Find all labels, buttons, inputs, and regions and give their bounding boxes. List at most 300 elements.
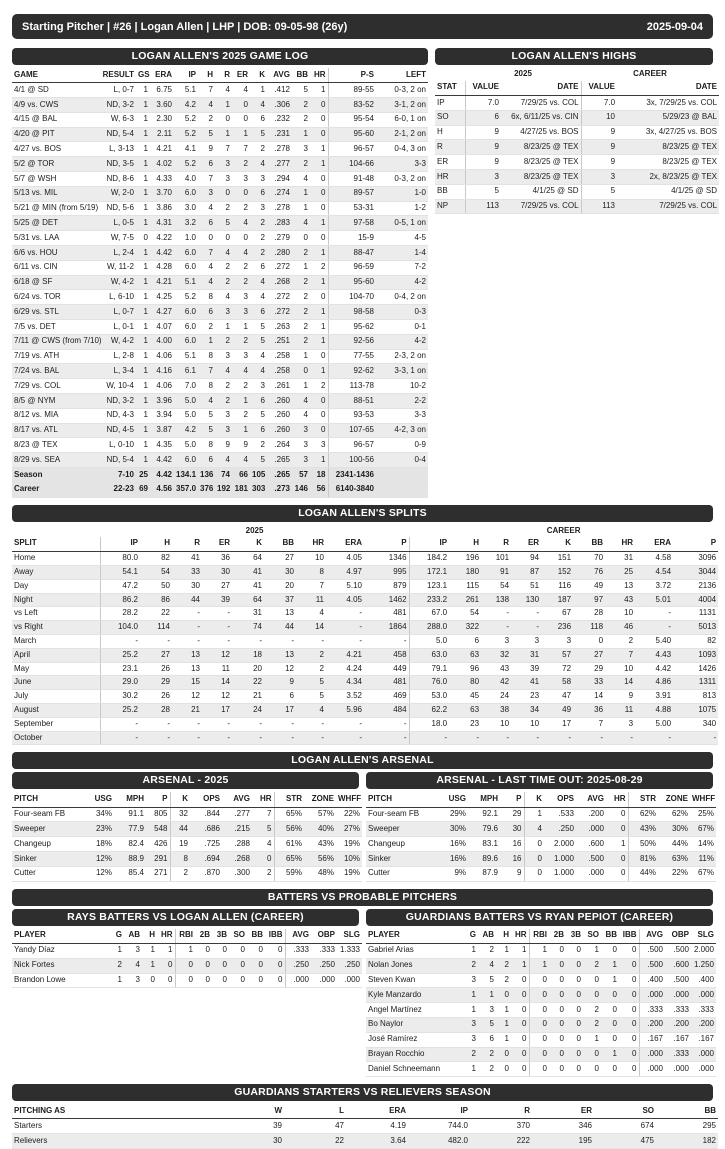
stat-cell: 475	[594, 1134, 656, 1149]
stat-cell: 0	[619, 1003, 639, 1018]
column-header: OPS	[544, 792, 576, 807]
stat-cell: 4/1/25 @ SD	[501, 184, 581, 199]
stat-cell: 0	[232, 231, 250, 246]
stat-cell: 81%	[628, 852, 658, 867]
stat-cell: 196	[449, 552, 481, 566]
stat-cell: 1	[136, 172, 150, 187]
stat-cell: 2	[215, 275, 232, 290]
stat-cell: 9	[581, 125, 617, 140]
stat-cell: .294	[267, 172, 292, 187]
stat-cell: 86.2	[100, 593, 140, 607]
stat-cell: 4.42	[150, 246, 174, 261]
table-row	[12, 231, 428, 246]
gamelog-table	[12, 68, 428, 498]
stat-cell: 22-23	[90, 482, 136, 497]
stat-cell: .250	[311, 958, 337, 973]
stat-cell: 0	[310, 290, 328, 305]
stat-cell: 15	[172, 676, 202, 690]
table-row	[366, 1047, 716, 1062]
stat-cell: 6140-3840	[328, 482, 376, 497]
stat-cell: 1	[462, 943, 478, 958]
column-header: 2B	[195, 929, 212, 944]
stat-cell: 0	[566, 988, 583, 1003]
row-label-cell: July	[12, 690, 100, 704]
stat-cell: 25	[605, 566, 635, 580]
stat-cell: 0	[529, 1003, 549, 1018]
stat-cell: 0	[549, 973, 566, 988]
stat-cell: .167	[691, 1032, 716, 1047]
stat-cell: 5	[296, 690, 326, 704]
stat-cell: 3	[465, 170, 501, 185]
highs-group-header-row	[435, 68, 719, 81]
stat-cell: 2	[292, 275, 310, 290]
stat-cell: 62%	[628, 807, 658, 822]
splits-section	[12, 505, 717, 746]
stat-cell: 67%	[690, 866, 716, 881]
stat-cell: 1	[136, 112, 150, 127]
stat-cell: 77-55	[328, 349, 376, 364]
stat-cell: L, 0-7	[90, 83, 136, 98]
stat-cell: -	[172, 607, 202, 621]
stat-cell: 95-60	[328, 275, 376, 290]
stat-cell: 7/29/25 vs. COL	[501, 199, 581, 214]
stat-cell: 27%	[336, 822, 362, 837]
stat-cell: 5.00	[635, 717, 673, 731]
stat-cell: 7/29/25 vs. COL	[501, 96, 581, 111]
stat-cell: 2-3, 2 on	[376, 349, 428, 364]
table-row	[366, 852, 716, 867]
stat-cell: 2	[198, 112, 215, 127]
stat-cell: 30	[264, 566, 296, 580]
stat-cell: 261	[449, 593, 481, 607]
row-label-cell: Gabriel Arias	[366, 943, 462, 958]
column-header: IP	[100, 537, 140, 551]
stat-cell: 4.21	[326, 648, 364, 662]
stat-cell: 1	[292, 260, 310, 275]
stat-cell: 6	[250, 186, 267, 201]
stat-cell: 0	[601, 943, 619, 958]
column-header-row	[366, 929, 716, 944]
stat-cell: 449	[364, 662, 409, 676]
stat-cell: 3	[232, 290, 250, 305]
stat-cell: 29.0	[100, 676, 140, 690]
stat-cell: 3	[581, 170, 617, 185]
stat-cell: .272	[267, 305, 292, 320]
column-header-row	[12, 792, 362, 807]
stat-cell: 57	[541, 648, 573, 662]
stat-cell: .000	[665, 1062, 691, 1077]
stat-cell: 7.0	[465, 96, 501, 111]
stat-cell: 4	[250, 364, 267, 379]
stat-cell: 426	[146, 837, 170, 852]
stat-cell: 82.4	[114, 837, 146, 852]
stat-cell: 13	[264, 607, 296, 621]
stat-cell: 2	[292, 320, 310, 335]
stat-cell: 4.88	[635, 703, 673, 717]
stat-cell: 41	[232, 579, 264, 593]
row-label-cell: 6/24 vs. TOR	[12, 290, 90, 305]
stat-cell: 4004	[673, 593, 718, 607]
stat-cell: 1	[250, 83, 267, 98]
stat-cell: 0	[310, 98, 328, 113]
stat-cell: 0-4	[376, 453, 428, 468]
stat-cell: 1	[136, 142, 150, 157]
stat-cell: -	[511, 607, 541, 621]
stat-cell: 0	[198, 231, 215, 246]
stat-cell: 2	[250, 231, 267, 246]
stat-cell: .215	[222, 822, 252, 837]
stat-cell: 1	[496, 1017, 511, 1032]
stat-cell: -	[264, 717, 296, 731]
stat-cell: 2.11	[150, 127, 174, 142]
column-header: BB	[264, 537, 296, 551]
table-row	[12, 973, 362, 988]
stat-cell: 8	[198, 438, 215, 453]
stat-cell: 9	[581, 155, 617, 170]
stat-cell: 0	[265, 943, 285, 958]
stat-cell: 6	[478, 1032, 496, 1047]
stat-cell: 3	[292, 453, 310, 468]
stat-cell: 82	[673, 634, 718, 648]
stat-cell: 6	[465, 110, 501, 125]
stat-cell: 0	[511, 1003, 529, 1018]
column-header: SLG	[337, 929, 362, 944]
row-label-cell: H	[435, 125, 465, 140]
stat-cell: 67	[541, 607, 573, 621]
row-label-cell: Angel Martínez	[366, 1003, 462, 1018]
row-label-cell: 8/29 vs. SEA	[12, 453, 90, 468]
stat-cell: .268	[267, 275, 292, 290]
stat-cell: 65%	[274, 807, 304, 822]
stat-cell: 0	[247, 943, 265, 958]
column-header: HR	[296, 537, 326, 551]
row-label-cell: Sweeper	[12, 822, 84, 837]
stat-cell: 22	[284, 1134, 346, 1149]
stat-cell: 9	[232, 438, 250, 453]
stat-cell: ND, 8-6	[90, 172, 136, 187]
batters-section-bar: BATTERS VS PROBABLE PITCHERS	[12, 889, 713, 906]
row-label-cell: 5/21 @ MIN (from 5/19)	[12, 201, 90, 216]
column-header: H	[140, 537, 172, 551]
stat-cell: 10	[481, 717, 511, 731]
stat-cell: -	[140, 634, 172, 648]
stat-cell: 5.2	[174, 112, 198, 127]
stat-cell: 2.30	[150, 112, 174, 127]
stat-cell: -	[264, 731, 296, 745]
stat-cell: .333	[639, 1003, 665, 1018]
row-label-cell: vs Right	[12, 621, 100, 635]
stat-cell: 879	[364, 579, 409, 593]
table-row	[366, 866, 716, 881]
stat-cell: 25.2	[100, 648, 140, 662]
stat-cell: 4	[292, 172, 310, 187]
row-label-cell: 5/2 @ TOR	[12, 157, 90, 172]
stat-cell: 3	[215, 408, 232, 423]
stat-cell: 30	[500, 822, 524, 837]
stat-cell: 8/23/25 @ TEX	[617, 155, 719, 170]
column-header: VALUE	[465, 81, 501, 96]
stat-cell: 1	[136, 334, 150, 349]
stat-cell: 5.2	[174, 157, 198, 172]
stat-cell: 0	[511, 1032, 529, 1047]
stat-cell: 1	[136, 216, 150, 231]
table-row	[12, 127, 428, 142]
stat-cell: 7	[198, 364, 215, 379]
table-row	[12, 275, 428, 290]
guardians-batters-title-bar: GUARDIANS BATTERS VS RYAN PEPIOT (CAREER)	[366, 909, 713, 926]
stat-cell: 1.000	[544, 852, 576, 867]
stat-cell: 1	[310, 157, 328, 172]
stat-cell: .261	[267, 379, 292, 394]
stat-cell: W, 7-5	[90, 231, 136, 246]
stat-cell: 6	[198, 216, 215, 231]
splits-group-spacer	[12, 525, 100, 538]
stat-cell: 0	[310, 231, 328, 246]
stat-cell: 2	[462, 1047, 478, 1062]
stat-cell: ND, 3-5	[90, 157, 136, 172]
stat-cell: .400	[691, 973, 716, 988]
stat-cell: 43%	[628, 822, 658, 837]
stat-cell: 4.34	[326, 676, 364, 690]
stat-cell: 1	[215, 320, 232, 335]
stat-cell: 0	[232, 186, 250, 201]
stat-cell: 1	[142, 943, 157, 958]
stat-cell: 57	[292, 468, 310, 483]
stat-cell: 2	[292, 98, 310, 113]
stat-cell: .250	[285, 958, 311, 973]
stat-cell: L, 3-13	[90, 142, 136, 157]
stat-cell: 4.86	[635, 676, 673, 690]
column-header-row	[12, 68, 428, 83]
stat-cell: 0	[215, 231, 232, 246]
stat-cell: 98-58	[328, 305, 376, 320]
stat-cell: 10%	[336, 852, 362, 867]
stat-cell: .258	[267, 364, 292, 379]
table-row	[12, 408, 428, 423]
stat-cell: 1	[310, 275, 328, 290]
row-label-cell: August	[12, 703, 100, 717]
stat-cell: 31	[232, 607, 264, 621]
stat-cell: 5	[198, 423, 215, 438]
stat-cell: 1	[310, 453, 328, 468]
stat-cell: 77.9	[114, 822, 146, 837]
stat-cell: 995	[364, 566, 409, 580]
stat-cell: ND, 4-5	[90, 423, 136, 438]
stat-cell: 4.1	[174, 142, 198, 157]
table-row	[435, 184, 719, 199]
stat-cell: 92-62	[328, 364, 376, 379]
stat-cell: 6	[250, 394, 267, 409]
stat-cell: L, 0-7	[90, 305, 136, 320]
row-label-cell: Yandy Díaz	[12, 943, 108, 958]
stat-cell: -	[326, 621, 364, 635]
stat-cell: 64	[232, 552, 264, 566]
stat-cell: 104.0	[100, 621, 140, 635]
stat-cell: .260	[267, 423, 292, 438]
stat-cell: 44	[264, 621, 296, 635]
stat-cell: .000	[576, 822, 606, 837]
row-label-cell: April	[12, 648, 100, 662]
stat-cell: .278	[267, 201, 292, 216]
stat-cell: 481	[364, 607, 409, 621]
stat-cell: -	[172, 621, 202, 635]
table-row	[12, 731, 718, 745]
stat-cell: 322	[449, 621, 481, 635]
stat-cell: 113	[581, 199, 617, 214]
stat-cell: 20	[264, 579, 296, 593]
row-label-cell: Relievers	[12, 1134, 222, 1149]
stat-cell: 10	[581, 110, 617, 125]
stat-cell: 11	[202, 662, 232, 676]
column-header: PITCHING AS	[12, 1104, 222, 1119]
stat-cell: 1	[232, 394, 250, 409]
stat-cell: 236	[541, 621, 573, 635]
stat-cell: 0	[496, 988, 511, 1003]
column-header: VALUE	[581, 81, 617, 96]
table-row	[12, 634, 718, 648]
stat-cell: 1075	[673, 703, 718, 717]
stat-cell: 0	[601, 1017, 619, 1032]
stat-cell: 1	[496, 1003, 511, 1018]
stat-cell: 152	[541, 566, 573, 580]
stat-cell: -	[172, 731, 202, 745]
stat-cell: 2	[583, 1003, 601, 1018]
stat-cell: 4	[232, 453, 250, 468]
stat-cell: 6	[198, 305, 215, 320]
stat-cell: 184.2	[409, 552, 449, 566]
stat-cell: 1	[496, 1032, 511, 1047]
stat-cell: 113-78	[328, 379, 376, 394]
stat-cell: 0	[601, 1003, 619, 1018]
column-header: AB	[124, 929, 142, 944]
stat-cell: 138	[481, 593, 511, 607]
stat-cell: 34%	[84, 807, 114, 822]
stat-cell: -	[326, 731, 364, 745]
stat-cell: .500	[639, 958, 665, 973]
stat-cell: .283	[267, 216, 292, 231]
column-header: ZONE	[658, 792, 690, 807]
pitcher-info: Starting Pitcher | #26 | Logan Allen | LHP | DOB: 09-05-98 (26y)	[22, 20, 348, 33]
stat-cell: 0	[529, 1047, 549, 1062]
stat-cell: 44%	[628, 866, 658, 881]
row-label-cell: ER	[435, 155, 465, 170]
stat-cell: 2	[232, 408, 250, 423]
stat-cell: 4.22	[150, 231, 174, 246]
stat-cell: .279	[267, 231, 292, 246]
stat-cell: 3.60	[150, 98, 174, 113]
table-row	[12, 201, 428, 216]
stat-cell: 2	[478, 1062, 496, 1077]
pitching-title-bar: GUARDIANS STARTERS VS RELIEVERS SEASON	[12, 1084, 713, 1101]
column-header: IP	[408, 1104, 470, 1119]
stat-cell: 1	[136, 157, 150, 172]
stat-cell: 11%	[690, 852, 716, 867]
stat-cell: 8	[296, 566, 326, 580]
stat-cell: 10	[296, 552, 326, 566]
stat-cell: 96	[449, 662, 481, 676]
stat-cell: 28.2	[100, 607, 140, 621]
stat-cell: 2	[232, 157, 250, 172]
stat-cell: 0	[566, 973, 583, 988]
stat-cell: 0	[310, 172, 328, 187]
stat-cell: .333	[311, 943, 337, 958]
row-label-cell: 4/9 vs. CWS	[12, 98, 90, 113]
table-row	[366, 988, 716, 1003]
column-header: HR	[252, 792, 274, 807]
stat-cell: 0	[549, 1032, 566, 1047]
stat-cell: 3-3	[376, 157, 428, 172]
stat-cell: 91.1	[114, 807, 146, 822]
table-row	[435, 96, 719, 111]
table-row	[12, 364, 428, 379]
stat-cell: 1	[310, 216, 328, 231]
column-header: IP	[409, 537, 449, 551]
column-header: RESULT	[90, 68, 136, 83]
stat-cell: 9	[465, 125, 501, 140]
row-label-cell: 8/17 vs. ATL	[12, 423, 90, 438]
stat-cell: .000	[691, 1062, 716, 1077]
stat-cell: 6	[198, 453, 215, 468]
table-row	[12, 552, 718, 566]
stat-cell: 2	[215, 334, 232, 349]
stat-cell: W, 6-3	[90, 112, 136, 127]
stat-cell: 1	[136, 408, 150, 423]
stat-cell: 2	[292, 157, 310, 172]
column-header: LEFT	[376, 68, 428, 83]
stat-cell: 21	[232, 690, 264, 704]
stat-cell: 813	[673, 690, 718, 704]
table-row	[366, 807, 716, 822]
stat-cell: 2	[583, 1017, 601, 1032]
row-label-cell: Brayan Rocchio	[366, 1047, 462, 1062]
arsenal-last-time-out-title-bar: ARSENAL - LAST TIME OUT: 2025-08-29	[366, 772, 713, 789]
stat-cell: 4	[292, 394, 310, 409]
stat-cell: .264	[267, 438, 292, 453]
stat-cell: 25%	[690, 807, 716, 822]
stat-cell: 4	[198, 260, 215, 275]
stat-cell: 2	[292, 112, 310, 127]
stat-cell: 12	[264, 662, 296, 676]
stat-cell: 0	[529, 988, 549, 1003]
stat-cell: 56%	[274, 822, 304, 837]
stat-cell: L, 6-10	[90, 290, 136, 305]
stat-cell: -	[635, 731, 673, 745]
stat-cell: 0	[310, 349, 328, 364]
stat-cell: .870	[190, 866, 222, 881]
stat-cell: -	[635, 607, 673, 621]
stat-cell: 233.2	[409, 593, 449, 607]
column-header: R	[481, 537, 511, 551]
column-header: K	[170, 792, 190, 807]
column-header: MPH	[114, 792, 146, 807]
stat-cell: .167	[665, 1032, 691, 1047]
table-row	[12, 305, 428, 320]
stat-cell: .844	[190, 807, 222, 822]
stat-cell: 7	[252, 807, 274, 822]
stat-cell: .533	[544, 807, 576, 822]
stat-cell: 4.21	[150, 275, 174, 290]
row-label-cell: Changeup	[366, 837, 438, 852]
table-row	[366, 1017, 716, 1032]
stat-cell: 20	[232, 662, 264, 676]
stat-cell: 4-2, 3 on	[376, 423, 428, 438]
stat-cell: 4.07	[150, 320, 174, 335]
stat-cell: 4.19	[346, 1119, 408, 1134]
table-row	[12, 662, 718, 676]
stat-cell: 0	[529, 973, 549, 988]
stat-cell: W, 4-2	[90, 275, 136, 290]
stat-cell: 5	[198, 408, 215, 423]
